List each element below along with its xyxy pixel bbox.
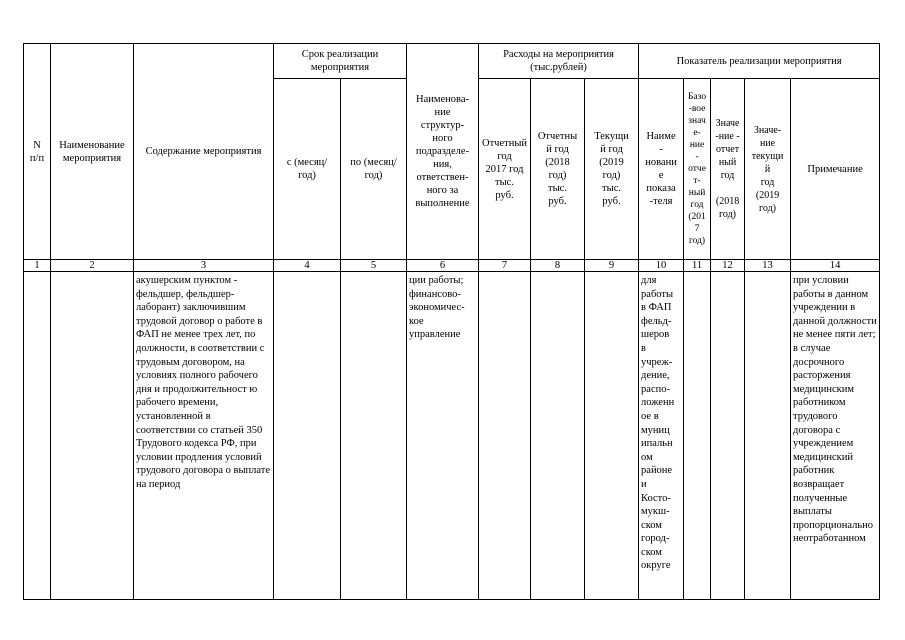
cell-expenses-2019 bbox=[585, 272, 639, 600]
header-period-to: по (месяц/ год) bbox=[341, 79, 407, 260]
column-number: 11 bbox=[684, 260, 711, 272]
header-indicator-2019: Значе- ние текущи й год (2019 год) bbox=[745, 79, 791, 260]
header-indicator-name: Наиме - новани е показа -теля bbox=[639, 79, 684, 260]
cell-expenses-2018 bbox=[531, 272, 585, 600]
cell-expenses-2017 bbox=[479, 272, 531, 600]
column-number: 13 bbox=[745, 260, 791, 272]
column-number: 5 bbox=[341, 260, 407, 272]
column-number: 8 bbox=[531, 260, 585, 272]
cell-period-to bbox=[341, 272, 407, 600]
header-expenses-2019: Текущи й год (2019 год) тыс. руб. bbox=[585, 79, 639, 260]
cell-measure-content: акушерским пунктом - фельдшер, фельдшер-лаборант) заключившим трудовой договор о работе в ФАП не менее трех лет, по должности, в соответствии с трудовым договором, на условиях полного рабочего дня и продолжительност ю рабочего времени, установленной в соответствии со статьей 350 Трудового кодекса РФ, при условии продления условий трудового договора о выплате на период bbox=[134, 272, 274, 600]
header-period-from: с (месяц/ год) bbox=[274, 79, 341, 260]
column-number: 6 bbox=[407, 260, 479, 272]
cell-indicator-2019 bbox=[745, 272, 791, 600]
cell-number bbox=[24, 272, 51, 600]
header-expenses-2018: Отчетны й год (2018 год) тыс. руб. bbox=[531, 79, 585, 260]
cell-indicator-name: для работы в ФАП фельд- шеров в учреж- дение, распо- ложенн ое в муниц ипальн ом районе и Косто- мукш- ском город- ском округе bbox=[639, 272, 684, 600]
header-measure-content: Содержание мероприятия bbox=[134, 44, 274, 260]
cell-indicator-base bbox=[684, 272, 711, 600]
cell-responsible-unit: ции работы; финансово- экономичес- кое управление bbox=[407, 272, 479, 600]
header-period-group: Срок реализации мероприятия bbox=[274, 44, 407, 79]
column-number: 12 bbox=[711, 260, 745, 272]
column-number: 3 bbox=[134, 260, 274, 272]
column-number: 7 bbox=[479, 260, 531, 272]
column-number: 1 bbox=[24, 260, 51, 272]
header-expenses-group: Расходы на мероприятия (тыс.рублей) bbox=[479, 44, 639, 79]
column-number: 9 bbox=[585, 260, 639, 272]
column-number: 4 bbox=[274, 260, 341, 272]
header-number: N п/п bbox=[24, 44, 51, 260]
header-indicator-base: Базо -вое знач е- ние - отче т- ный год (201 7 год) bbox=[684, 79, 711, 260]
cell-measure-name bbox=[51, 272, 134, 600]
column-number: 2 bbox=[51, 260, 134, 272]
header-note: Примечание bbox=[791, 79, 880, 260]
header-measure-name: Наименование мероприятия bbox=[51, 44, 134, 260]
cell-note: при условии работы в данном учреждении в данной должности не менее пяти лет; в случае досрочного расторжения медицинским работником трудового договора с учреждением медицинский работник возвращает полученные выплаты пропорционально неотработанном bbox=[791, 272, 880, 600]
header-indicator-group: Показатель реализации мероприятия bbox=[639, 44, 880, 79]
column-number: 14 bbox=[791, 260, 880, 272]
header-indicator-2018: Значе -ние - отчет ный год (2018 год) bbox=[711, 79, 745, 260]
column-number: 10 bbox=[639, 260, 684, 272]
cell-indicator-2018 bbox=[711, 272, 745, 600]
header-expenses-2017: Отчетный год 2017 год тыс. руб. bbox=[479, 79, 531, 260]
measures-table bbox=[23, 43, 880, 600]
header-responsible-unit: Наименова- ние структур- ного подразделе- ния, ответствен- ного за выполнение bbox=[407, 44, 479, 260]
cell-period-from bbox=[274, 272, 341, 600]
